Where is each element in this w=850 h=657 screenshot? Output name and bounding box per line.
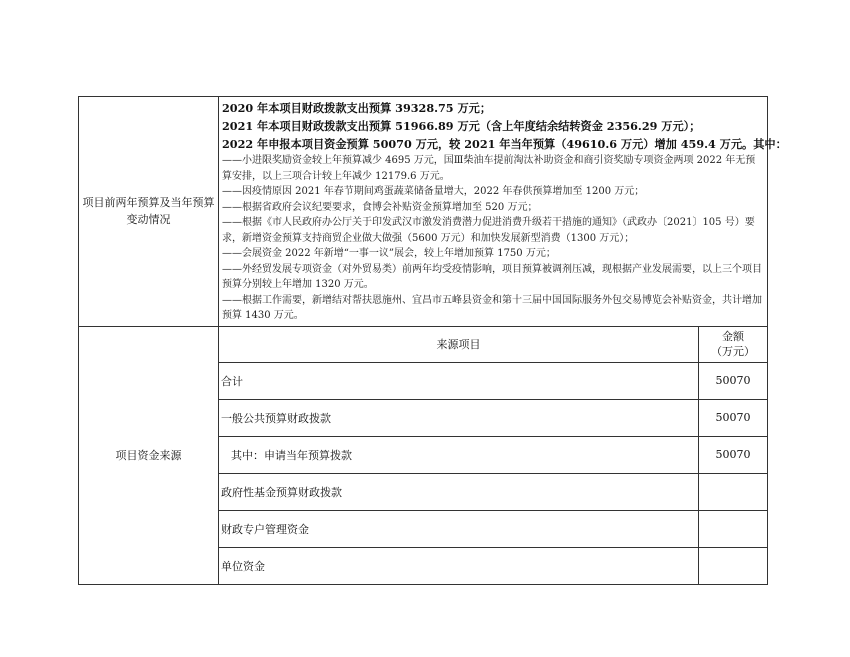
change-content: [219, 97, 787, 327]
table-row: [219, 473, 767, 510]
amount-header-line1: 金额: [722, 330, 744, 343]
table-row: [219, 436, 767, 473]
amount-header: [699, 327, 768, 363]
table-row: [219, 547, 767, 584]
source-name: 合计: [219, 362, 699, 399]
source-amount: [699, 510, 768, 547]
change-item: ——根据《市人民政府办公厅关于印发武汉市激发消费潜力促进消费升级若干措施的通知》（武政办〔2021〕105 号）要求，新增资金预算支持商贸企业做大做强（5600 万元）和加快发展新型消费（1300 万元）；: [222, 217, 755, 244]
source-content: [219, 326, 768, 584]
source-header-row: [219, 327, 767, 363]
source-amount: [699, 547, 768, 584]
source-name: 其中：申请当年预算拨款: [219, 436, 699, 473]
amount-header-line2: （万元）: [711, 345, 755, 358]
table-row: [219, 399, 767, 436]
change-item: ——根据省政府会议纪要要求，食博会补贴资金预算增加至 520 万元；: [222, 201, 538, 213]
change-item: ——根据工作需要，新增结对帮扶恩施州、宜昌市五峰县资金和第十三届中国国际服务外包交易博览会补贴资金，共计增加预算 1430 万元。: [222, 294, 762, 321]
source-row: [79, 326, 768, 584]
source-amount: 50070: [699, 362, 768, 399]
change-item: ——会展资金 2022 年新增“一事一议”展会，较上年增加预算 1750 万元；: [222, 248, 556, 259]
table-row: [219, 362, 767, 399]
source-amount: 50070: [699, 436, 768, 473]
summary-2020: 2020 年本项目财政拨款支出预算 39328.75 万元；: [222, 101, 492, 115]
change-item: ——外经贸发展专项资金（对外贸易类）前两年均受疫情影响，项目预算被调剂压减，现根据产业发展需要，以上三个项目预算分别较上年增加 1320 万元。: [222, 263, 762, 290]
source-name: 一般公共预算财政拨款: [219, 399, 699, 436]
source-amount: 50070: [699, 399, 768, 436]
source-name: 政府性基金预算财政拨款: [219, 473, 699, 510]
source-name: 单位资金: [221, 559, 265, 573]
change-item: ——因疫情原因 2021 年春节期间鸡蛋蔬菜储备量增大，2022 年春供预算增加至 1200 万元；: [222, 186, 645, 197]
source-name: 财政专户管理资金: [219, 510, 699, 547]
change-label: 项目前两年预算及当年预算变动情况: [79, 97, 219, 327]
source-label: 项目资金来源: [79, 326, 219, 584]
summary-2021: 2021 年本项目财政拨款支出预算 51966.89 万元（含上年度结余结转资金 2356.29 万元）；: [222, 119, 701, 133]
budget-table: [78, 96, 787, 585]
summary-2022: 2022 年申报本项目资金预算 50070 万元，较 2021 年当年预算（49610.6 万元）增加 459.4 万元。其中：: [222, 137, 787, 151]
change-item: ——小进限奖励资金较上年预算减少 4695 万元，国Ⅲ柴油车提前淘汰补助资金和商引资奖励专项资金两项 2022 年无预算安排，以上三项合计较上年减少 12179.6 万元。: [222, 155, 756, 182]
source-amount: [699, 473, 768, 510]
source-header: 来源项目: [219, 327, 699, 363]
change-row: [79, 97, 768, 327]
source-table: [219, 327, 767, 584]
table-row: [219, 510, 767, 547]
